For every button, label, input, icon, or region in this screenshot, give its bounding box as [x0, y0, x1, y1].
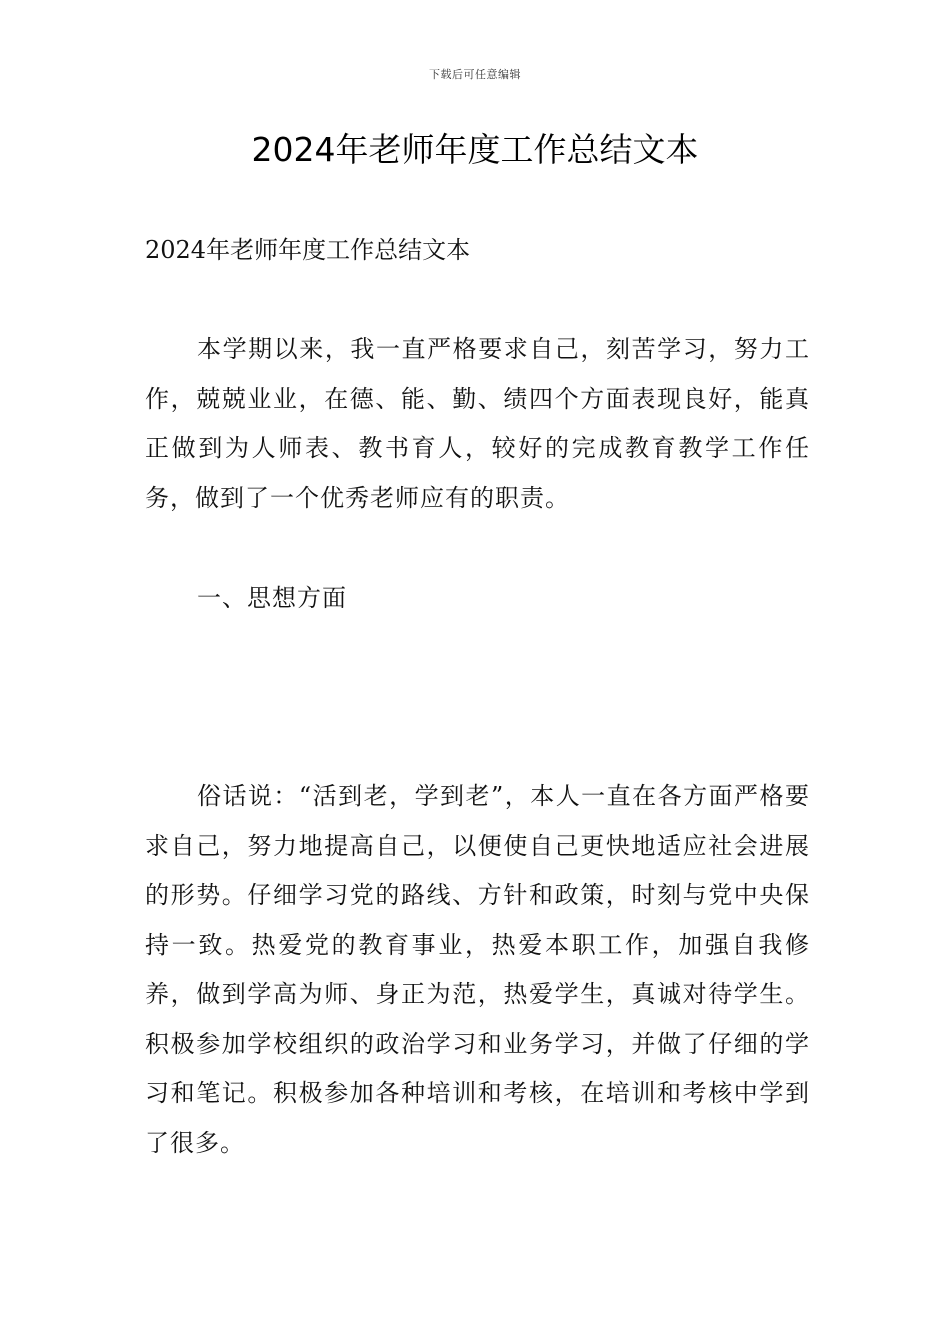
document-title: 2024年老师年度工作总结文本	[251, 130, 699, 169]
document-subtitle: 2024年老师年度工作总结文本	[145, 236, 471, 264]
section-heading-thought: 一、思想方面	[197, 584, 347, 612]
section-paragraph-thought: 俗话说：“活到老，学到老”，本人一直在各方面严格要求自己，努力地提高自己，以便使自己更快地适应社会进展的形势。仔细学习党的路线、方针和政策，时刻与党中央保持一致。热爱党的教育事业，热爱本职工作，加强自我修养，做到学高为师、身正为范，热爱学生，真诚对待学生。积极参加学校组织的政治学习和业务学习，并做了仔细的学习和笔记。积极参加各种培训和考核，在培训和考核中学到了很多。	[145, 782, 810, 1157]
header-note: 下载后可任意编辑	[429, 68, 521, 81]
intro-paragraph: 本学期以来，我一直严格要求自己，刻苦学习，努力工作，兢兢业业，在德、能、勤、绩四个方面表现良好，能真正做到为人师表、教书育人，较好的完成教育教学工作任务，做到了一个优秀老师应有的职责。	[145, 335, 810, 512]
